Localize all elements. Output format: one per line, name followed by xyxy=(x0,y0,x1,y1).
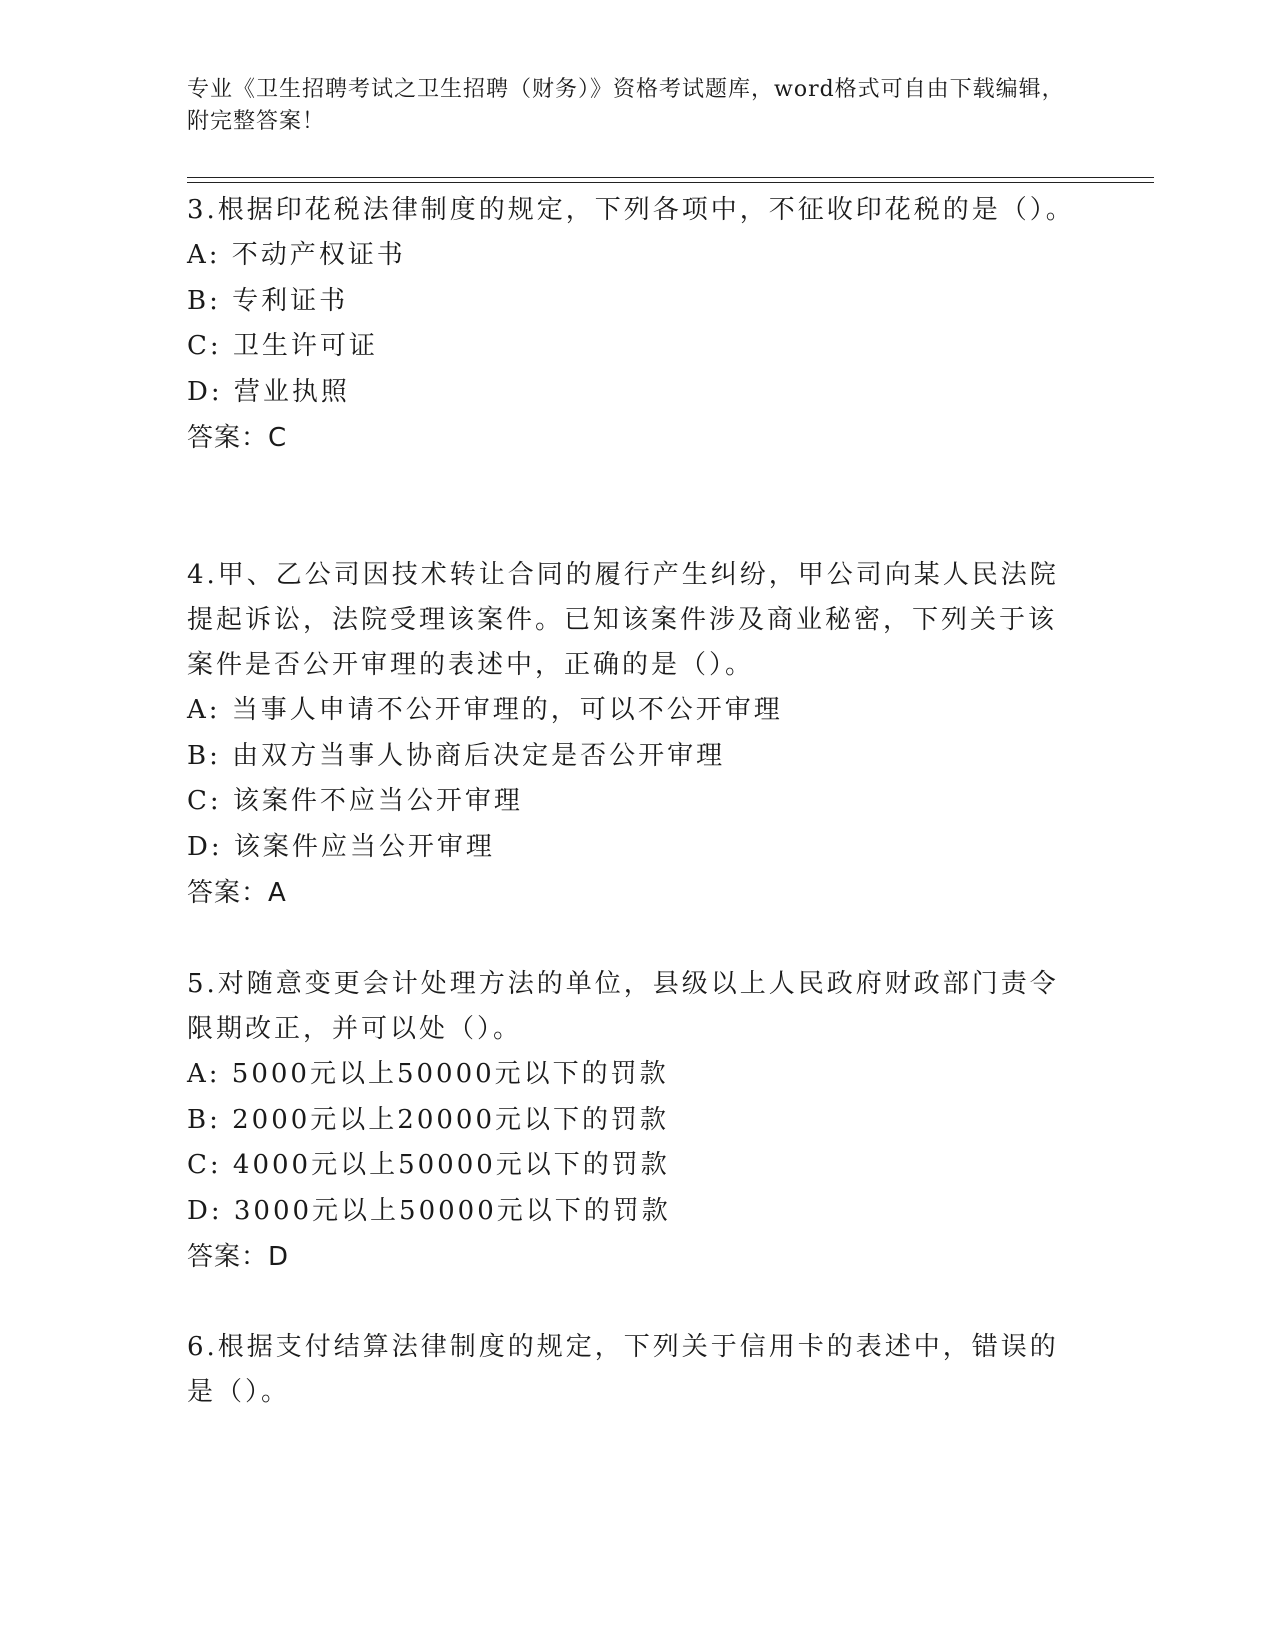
option-d: D: 营业执照 xyxy=(187,376,350,407)
option-d: D: 3000元以上50000元以下的罚款 xyxy=(187,1195,671,1226)
option-c: C: 4000元以上50000元以下的罚款 xyxy=(187,1150,670,1180)
option-d: D: 该案件应当公开审理 xyxy=(187,831,495,862)
option-c: C: 该案件不应当公开审理 xyxy=(187,786,523,816)
answer-line: 答案：C xyxy=(187,423,288,453)
option-b: B: 专利证书 xyxy=(187,285,349,316)
question-3 xyxy=(187,188,1077,461)
question-stem: 6.根据支付结算法律制度的规定，下列关于信用卡的表述中，错误的是（）。 xyxy=(187,1332,1059,1407)
answer-line: 答案：A xyxy=(187,878,287,908)
header-divider-bottom xyxy=(187,182,1154,183)
option-a: A: 当事人申请不公开审理的，可以不公开审理 xyxy=(187,695,783,725)
option-a: A: 不动产权证书 xyxy=(187,240,406,270)
answer-line: 答案：D xyxy=(187,1242,290,1272)
option-c: C: 卫生许可证 xyxy=(187,331,378,361)
question-stem: 4.甲、乙公司因技术转让合同的履行产生纠纷，甲公司向某人民法院提起诉讼，法院受理该案件。已知该案件涉及商业秘密，下列关于该案件是否公开审理的表述中，正确的是（）。 xyxy=(187,560,1059,680)
document-intro: 专业《卫生招聘考试之卫生招聘（财务）》资格考试题库，word格式可自由下载编辑，附完整答案！ xyxy=(187,77,1065,134)
question-6 xyxy=(187,1325,1077,1415)
question-5 xyxy=(187,962,1077,1280)
question-4 xyxy=(187,553,1077,916)
option-b: B: 2000元以上20000元以下的罚款 xyxy=(187,1104,670,1135)
option-b: B: 由双方当事人协商后决定是否公开审理 xyxy=(187,740,726,771)
option-a: A: 5000元以上50000元以下的罚款 xyxy=(187,1059,669,1089)
question-stem: 5.对随意变更会计处理方法的单位，县级以上人民政府财政部门责令限期改正，并可以处（）。 xyxy=(187,969,1059,1044)
question-stem: 3.根据印花税法律制度的规定，下列各项中，不征收印花税的是（）。 xyxy=(187,195,1075,225)
header-divider-top xyxy=(187,177,1154,178)
